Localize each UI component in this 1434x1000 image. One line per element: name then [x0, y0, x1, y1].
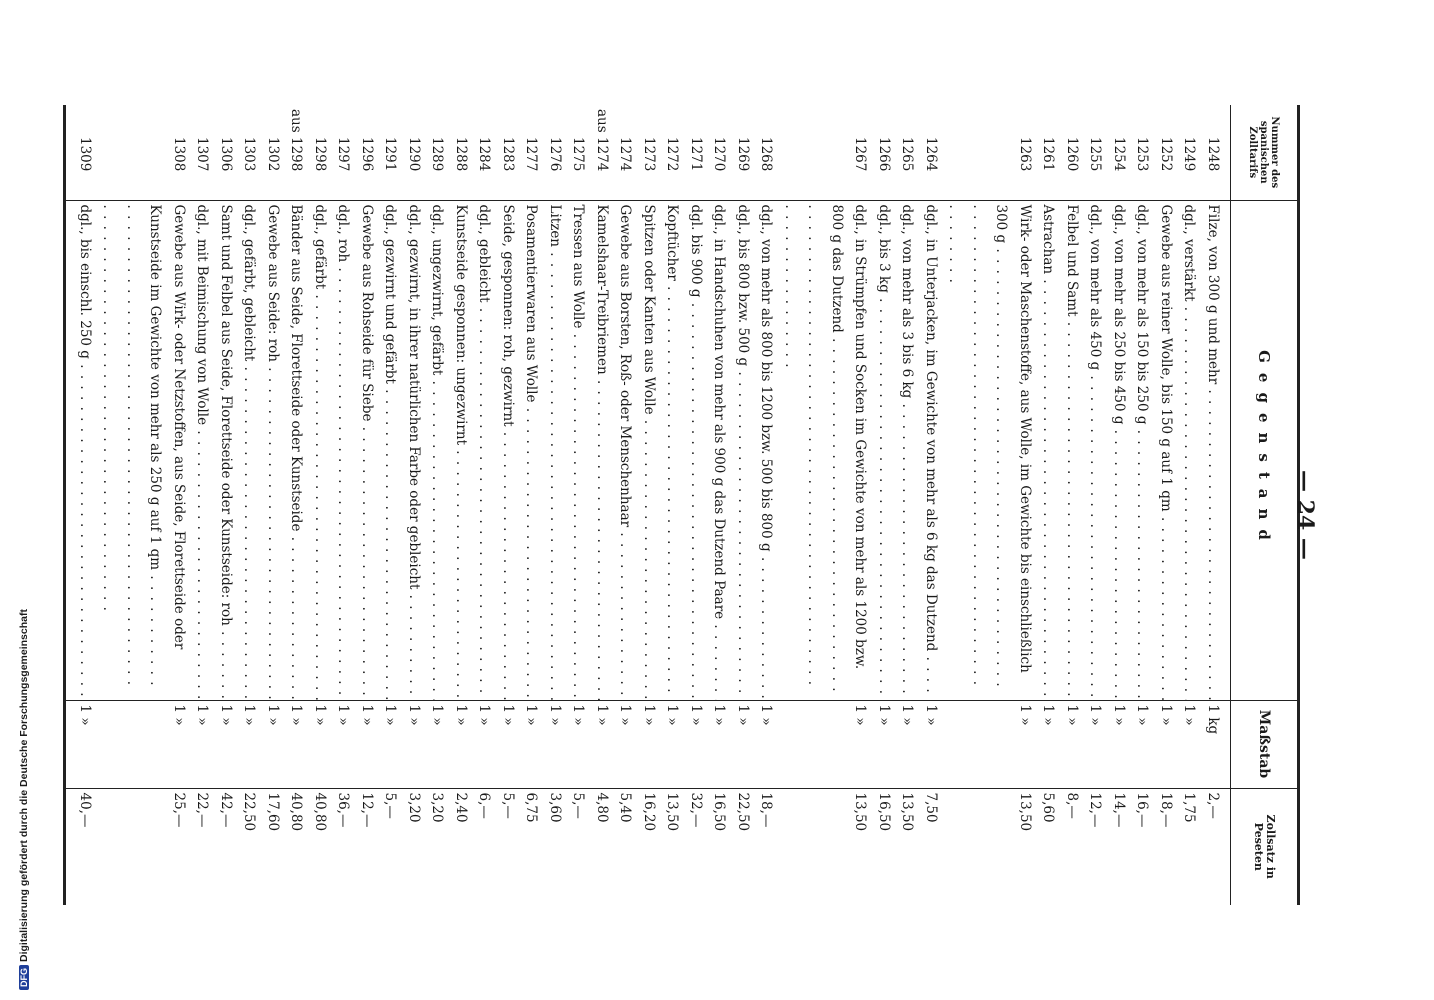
item-description: dgl., gefärbt . . . — [312, 205, 328, 701]
duty-cell: 36,— — [331, 788, 355, 905]
tariff-number-cell — [660, 105, 684, 200]
duty-cell: 5,60 — [1036, 788, 1060, 905]
item-description: dgl., von mehr als 250 bis 450 g . . . — [1111, 205, 1127, 701]
tariff-number-cell — [65, 105, 96, 200]
tariff-number: 1306 — [218, 137, 234, 172]
unit-cell: 1 » — [1036, 700, 1060, 788]
duty-cell: 16,20 — [637, 788, 661, 905]
duty-cell: 14,— — [1107, 788, 1131, 905]
item-description: Gewebe aus Rohseide für Siebe . . . — [359, 205, 375, 701]
header-gegenstand: Gegenstand — [1231, 200, 1299, 700]
duty-cell: 13,50 — [942, 788, 1036, 905]
unit-cell: 1 » — [872, 700, 896, 788]
unit-cell: 1 » — [1154, 700, 1178, 788]
tariff-number: 1272 — [664, 137, 681, 172]
header-massstab: Maßstab — [1231, 700, 1299, 788]
tariff-row — [919, 105, 943, 905]
item-description: Litzen . . . — [547, 205, 563, 701]
item-description: dgl., gebleicht . . . — [477, 205, 493, 701]
tariff-number-cell — [754, 105, 778, 200]
tariff-number: 1268 — [758, 137, 775, 172]
tariff-row — [261, 105, 285, 905]
item-description: dgl., von mehr als 800 bis 1200 bzw. 500 bis 800 g . . . — [759, 205, 775, 701]
unit-cell: 1 » — [707, 700, 731, 788]
unit-cell: 1 » — [96, 700, 190, 788]
duty-cell: 16,50 — [872, 788, 896, 905]
unit-cell: 1 » — [308, 700, 332, 788]
tariff-number: 1249 — [1181, 137, 1198, 172]
tariff-header-row — [1231, 105, 1299, 905]
unit-cell: 1 » — [214, 700, 238, 788]
item-description-cell — [613, 200, 637, 700]
tariff-number-cell — [919, 105, 943, 200]
tariff-row — [754, 105, 778, 905]
tariff-number: 1260 — [1064, 137, 1080, 172]
duty-cell: 5,— — [378, 788, 402, 905]
item-description: dgl., von mehr als 450 g . . . — [1088, 205, 1104, 701]
unit-cell: 1 » — [190, 700, 214, 788]
item-description: dgl., gezwirnt, in ihrer natürlichen Farbe oder gebleicht . . . — [406, 205, 422, 701]
tariff-number-cell — [96, 105, 190, 200]
tariff-row — [190, 105, 214, 905]
tariff-number-cell — [308, 105, 332, 200]
item-description-cell — [1154, 200, 1178, 700]
tariff-number-cell — [707, 105, 731, 200]
duty-cell: 12,— — [1083, 788, 1107, 905]
item-description-cell — [778, 200, 872, 700]
tariff-number: 1307 — [194, 137, 211, 172]
tariff-number: 1255 — [1087, 137, 1104, 172]
tariff-number: 1263 — [1017, 137, 1033, 172]
duty-cell: 40,80 — [284, 788, 308, 905]
item-description-cell — [1177, 200, 1201, 700]
item-description: dgl., verstärkt . . . — [1182, 205, 1198, 701]
tariff-row — [1107, 105, 1131, 905]
item-description-cell — [96, 200, 190, 700]
tariff-number-cell — [355, 105, 379, 200]
tariff-row — [684, 105, 708, 905]
tariff-row — [543, 105, 567, 905]
tariff-number: 1298 — [312, 137, 328, 172]
item-description: Kopftücher . . . — [665, 205, 681, 701]
tariff-row — [731, 105, 755, 905]
duty-cell: 6,75 — [519, 788, 543, 905]
unit-cell: 1 » — [472, 700, 496, 788]
tariff-table — [64, 105, 1301, 905]
rotated-tariff-page — [77, 105, 1300, 905]
unit-cell: 1 » — [566, 700, 590, 788]
aus-prefix: aus — [288, 109, 305, 133]
item-description: Spitzen oder Kanten aus Wolle . . . — [641, 205, 657, 701]
duty-cell: 4,80 — [590, 788, 614, 905]
duty-cell: 18,— — [754, 788, 778, 905]
unit-cell: 1 » — [895, 700, 919, 788]
unit-cell: 1 » — [919, 700, 943, 788]
tariff-row — [519, 105, 543, 905]
item-description-cell — [519, 200, 543, 700]
duty-cell: 42,— — [214, 788, 238, 905]
unit-cell: 1 » — [590, 700, 614, 788]
item-description-cell — [684, 200, 708, 700]
item-description: dgl., gezwirnt und gefärbt . . . — [383, 205, 399, 701]
dfg-logo: DFG — [19, 965, 29, 990]
tariff-row — [284, 105, 308, 905]
tariff-number-cell — [637, 105, 661, 200]
item-description: Gewebe aus Wirk- oder Netzstoffen, aus Seide, Florettseide oder Kunstseide im Gewichte von mehr als 250 g auf 1 qm . . . — [101, 205, 188, 687]
tariff-number-cell — [1107, 105, 1131, 200]
unit-cell: 1 » — [660, 700, 684, 788]
item-description-cell — [472, 200, 496, 700]
item-description-cell — [707, 200, 731, 700]
unit-cell: 1 » — [1060, 700, 1084, 788]
item-description-cell — [731, 200, 755, 700]
item-description-cell — [1201, 200, 1231, 700]
item-description-cell — [449, 200, 473, 700]
tariff-row — [590, 105, 614, 905]
tariff-number: 1269 — [735, 137, 751, 172]
tariff-number: 1266 — [876, 137, 892, 172]
tariff-number: 1265 — [899, 137, 916, 172]
duty-cell: 2,40 — [449, 788, 473, 905]
duty-cell: 7,50 — [919, 788, 943, 905]
tariff-number: 1290 — [406, 137, 422, 172]
header-tariff-number: Nummer des spanischen Zolltarifs — [1231, 105, 1299, 200]
item-description-cell — [942, 200, 1036, 700]
duty-cell: 32,— — [684, 788, 708, 905]
duty-cell: 25,— — [96, 788, 190, 905]
item-description: Tressen aus Wolle . . . — [571, 205, 587, 701]
tariff-number-cell — [590, 105, 614, 200]
tariff-row — [237, 105, 261, 905]
tariff-number: 1302 — [265, 137, 281, 172]
item-description-cell — [590, 200, 614, 700]
header-zollsatz: Zollsatz in Peseten — [1231, 788, 1299, 905]
page-number: — 24 — — [1292, 470, 1318, 560]
item-description: Gewebe aus reiner Wolle, bis 150 g auf 1 qm . . . — [1158, 205, 1174, 701]
item-description: dgl., bis 3 kg . . . — [876, 205, 892, 701]
tariff-number: 1271 — [688, 137, 704, 172]
duty-cell: 13,50 — [660, 788, 684, 905]
tariff-number-cell — [778, 105, 872, 200]
tariff-row — [637, 105, 661, 905]
tariff-number-cell — [1201, 105, 1231, 200]
item-description: Bänder aus Seide, Florettseide oder Kunstseide . . . — [289, 205, 305, 701]
tariff-row — [566, 105, 590, 905]
tariff-row — [1130, 105, 1154, 905]
unit-cell: 1 » — [237, 700, 261, 788]
duty-cell: 13,50 — [895, 788, 919, 905]
item-description: Posamentierwaren aus Wolle . . . — [524, 205, 540, 701]
unit-cell: 1 » — [331, 700, 355, 788]
duty-cell: 6,— — [472, 788, 496, 905]
tariff-number-cell — [895, 105, 919, 200]
tariff-number: 1283 — [500, 137, 516, 172]
duty-cell: 1,75 — [1177, 788, 1201, 905]
tariff-number: 1276 — [547, 137, 563, 172]
item-description-cell — [543, 200, 567, 700]
tariff-number-cell — [378, 105, 402, 200]
duty-cell: 5,— — [566, 788, 590, 905]
duty-cell: 5,— — [496, 788, 520, 905]
tariff-row — [660, 105, 684, 905]
tariff-number: 1264 — [923, 137, 939, 172]
tariff-number-cell — [496, 105, 520, 200]
tariff-number: 1297 — [335, 137, 352, 172]
tariff-number-cell — [1083, 105, 1107, 200]
item-description: dgl., roh . . . — [336, 205, 352, 701]
unit-cell: 1 » — [1083, 700, 1107, 788]
tariff-number-cell — [731, 105, 755, 200]
tariff-row — [1036, 105, 1060, 905]
item-description: Gewebe aus Borsten, Roß- oder Menschenhaar . . . — [618, 205, 634, 701]
tariff-number-cell — [190, 105, 214, 200]
item-description-cell — [895, 200, 919, 700]
item-description: dgl., von mehr als 3 bis 6 kg . . . — [900, 205, 916, 701]
item-description-cell — [1036, 200, 1060, 700]
item-description: dgl., von mehr als 150 bis 250 g . . . — [1135, 205, 1151, 701]
item-description: Wirk- oder Maschenstoffe, aus Wolle, im Gewichte bis einschließlich 300 g . . . — [947, 205, 1034, 688]
item-description: dgl., bis 800 bzw. 500 g . . . — [735, 205, 751, 701]
tariff-number: 1296 — [359, 137, 375, 172]
tariff-number-cell — [942, 105, 1036, 200]
unit-cell: 1 » — [378, 700, 402, 788]
tariff-number-cell — [684, 105, 708, 200]
duty-cell: 3,20 — [402, 788, 426, 905]
tariff-row — [402, 105, 426, 905]
tariff-number-cell — [1130, 105, 1154, 200]
item-description: Felbel und Samt . . . — [1064, 205, 1080, 701]
item-description: Filze, von 300 g und mehr . . . — [1205, 205, 1221, 701]
tariff-row — [707, 105, 731, 905]
tariff-number: 1288 — [453, 137, 469, 172]
item-description-cell — [566, 200, 590, 700]
item-description: dgl., ungezwirnt, gefärbt . . . — [430, 205, 446, 701]
unit-cell: 1 » — [684, 700, 708, 788]
item-description-cell — [261, 200, 285, 700]
tariff-number: 1270 — [711, 137, 728, 172]
tariff-number: 1267 — [852, 137, 869, 172]
tariff-number: 1303 — [241, 137, 258, 172]
tariff-row — [308, 105, 332, 905]
aus-prefix: aus — [594, 109, 610, 133]
tariff-number: 1309 — [77, 137, 93, 172]
duty-cell: 12,— — [355, 788, 379, 905]
tariff-number: 1308 — [171, 137, 187, 172]
item-description: dgl., in Unterjacken, im Gewichte von mehr als 6 kg das Dutzend . . . — [923, 205, 939, 701]
item-description-cell — [660, 200, 684, 700]
unit-cell: 1 » — [731, 700, 755, 788]
unit-cell: 1 » — [1177, 700, 1201, 788]
unit-cell: 1 » — [261, 700, 285, 788]
tariff-row — [449, 105, 473, 905]
item-description: dgl. bis 900 g . . . — [688, 205, 704, 701]
duty-cell: 13,50 — [778, 788, 872, 905]
item-description-cell — [425, 200, 449, 700]
unit-cell: 1 » — [1107, 700, 1131, 788]
unit-cell: 1 » — [1130, 700, 1154, 788]
tariff-row — [96, 105, 190, 905]
duty-cell: 8,— — [1060, 788, 1084, 905]
duty-cell: 16,— — [1130, 788, 1154, 905]
tariff-row — [1154, 105, 1178, 905]
item-description: dgl., in Handschuhen von mehr als 900 g das Dutzend Paare . . . — [712, 205, 728, 701]
tariff-number: 1274 — [617, 137, 634, 172]
tariff-number: 1248 — [1205, 137, 1221, 172]
tariff-number-cell — [402, 105, 426, 200]
item-description-cell — [1060, 200, 1084, 700]
tariff-row — [355, 105, 379, 905]
item-description-cell — [919, 200, 943, 700]
tariff-number: 1273 — [641, 137, 657, 172]
item-description-cell — [637, 200, 661, 700]
unit-cell: 1 » — [402, 700, 426, 788]
tariff-body — [65, 105, 1231, 905]
digitization-credit — [18, 609, 30, 990]
tariff-number: 1291 — [382, 137, 399, 172]
unit-cell: 1 » — [942, 700, 1036, 788]
tariff-number-cell — [425, 105, 449, 200]
tariff-number-cell — [872, 105, 896, 200]
tariff-row — [895, 105, 919, 905]
unit-cell: 1 » — [754, 700, 778, 788]
unit-cell: 1 » — [519, 700, 543, 788]
duty-cell: 22,— — [190, 788, 214, 905]
item-description-cell — [1083, 200, 1107, 700]
tariff-row — [1060, 105, 1084, 905]
tariff-number-cell — [1036, 105, 1060, 200]
item-description-cell — [331, 200, 355, 700]
tariff-number: 1298 — [288, 137, 305, 172]
item-description-cell — [754, 200, 778, 700]
item-description: Samt und Felbel aus Seide, Florettseide oder Kunstseide: roh . . . — [218, 205, 234, 701]
item-description-cell — [237, 200, 261, 700]
tariff-number-cell — [519, 105, 543, 200]
tariff-number: 1252 — [1158, 137, 1174, 172]
tariff-number: 1277 — [523, 137, 540, 172]
tariff-row — [1083, 105, 1107, 905]
tariff-number: 1289 — [429, 137, 446, 172]
unit-cell: 1 » — [496, 700, 520, 788]
tariff-row — [872, 105, 896, 905]
tariff-number-cell — [613, 105, 637, 200]
tariff-row — [496, 105, 520, 905]
credit-text: Digitalisierung gefördert durch die Deutsche Forschungsgemeinschaft — [18, 609, 30, 962]
tariff-row — [214, 105, 238, 905]
tariff-number-cell — [1154, 105, 1178, 200]
tariff-number-cell — [284, 105, 308, 200]
tariff-row — [472, 105, 496, 905]
tariff-row — [378, 105, 402, 905]
item-description-cell — [496, 200, 520, 700]
item-description-cell — [378, 200, 402, 700]
item-description-cell — [65, 200, 96, 700]
unit-cell: 1 » — [65, 700, 96, 788]
item-description-cell — [1107, 200, 1131, 700]
duty-cell: 3,60 — [543, 788, 567, 905]
item-description-cell — [402, 200, 426, 700]
item-description-cell — [1130, 200, 1154, 700]
tariff-row — [613, 105, 637, 905]
tariff-number: 1253 — [1134, 137, 1151, 172]
tariff-row — [1177, 105, 1201, 905]
item-description: Kamelshaar-Treibriemen . . . — [594, 205, 610, 701]
unit-cell: 1 » — [613, 700, 637, 788]
item-description: dgl., in Strümpfen und Socken im Gewichte von mehr als 1200 bzw. 800 g das Dutzend . . . — [782, 205, 869, 693]
unit-cell: 1 » — [284, 700, 308, 788]
tariff-number-cell — [1060, 105, 1084, 200]
duty-cell: 40,— — [65, 788, 96, 905]
item-description: Kunstseide gesponnen: ungezwirnt . . . — [453, 205, 469, 701]
unit-cell: 1 » — [449, 700, 473, 788]
unit-cell: 1 » — [778, 700, 872, 788]
item-description-cell — [190, 200, 214, 700]
unit-cell: 1 kg — [1201, 700, 1231, 788]
tariff-number-cell — [449, 105, 473, 200]
tariff-number-cell — [566, 105, 590, 200]
item-description-cell — [355, 200, 379, 700]
item-description: Astrachan . . . — [1041, 205, 1057, 701]
tariff-number-cell — [261, 105, 285, 200]
item-description-cell — [284, 200, 308, 700]
tariff-number-cell — [1177, 105, 1201, 200]
tariff-row — [425, 105, 449, 905]
duty-cell: 22,50 — [731, 788, 755, 905]
item-description: Gewebe aus Seide: roh . . . — [265, 205, 281, 701]
tariff-number-cell — [543, 105, 567, 200]
tariff-row — [65, 105, 96, 905]
duty-cell: 16,50 — [707, 788, 731, 905]
item-description: dgl., gefärbt, gebleicht . . . — [242, 205, 258, 701]
tariff-number: 1261 — [1040, 137, 1057, 172]
tariff-number-cell — [331, 105, 355, 200]
item-description: dgl., bis einschl. 250 g . . . — [77, 205, 93, 701]
tariff-number: 1275 — [570, 137, 587, 172]
duty-cell: 2,— — [1201, 788, 1231, 905]
item-description: dgl., mit Beimischung von Wolle . . . — [195, 205, 211, 701]
unit-cell: 1 » — [355, 700, 379, 788]
unit-cell: 1 » — [637, 700, 661, 788]
tariff-row — [942, 105, 1036, 905]
tariff-row — [331, 105, 355, 905]
tariff-number-cell — [214, 105, 238, 200]
duty-cell: 22,50 — [237, 788, 261, 905]
unit-cell: 1 » — [425, 700, 449, 788]
item-description-cell — [872, 200, 896, 700]
tariff-number: 1274 — [594, 137, 610, 172]
tariff-row — [1201, 105, 1231, 905]
unit-cell: 1 » — [543, 700, 567, 788]
tariff-number: 1284 — [476, 137, 493, 172]
tariff-number: 1254 — [1111, 137, 1127, 172]
duty-cell: 5,40 — [613, 788, 637, 905]
item-description-cell — [308, 200, 332, 700]
item-description-cell — [214, 200, 238, 700]
duty-cell: 3,20 — [425, 788, 449, 905]
duty-cell: 18,— — [1154, 788, 1178, 905]
duty-cell: 40,80 — [308, 788, 332, 905]
tariff-row — [778, 105, 872, 905]
item-description: Seide, gesponnen: roh, gezwirnt . . . — [500, 205, 516, 701]
duty-cell: 17,60 — [261, 788, 285, 905]
tariff-number-cell — [237, 105, 261, 200]
tariff-number-cell — [472, 105, 496, 200]
